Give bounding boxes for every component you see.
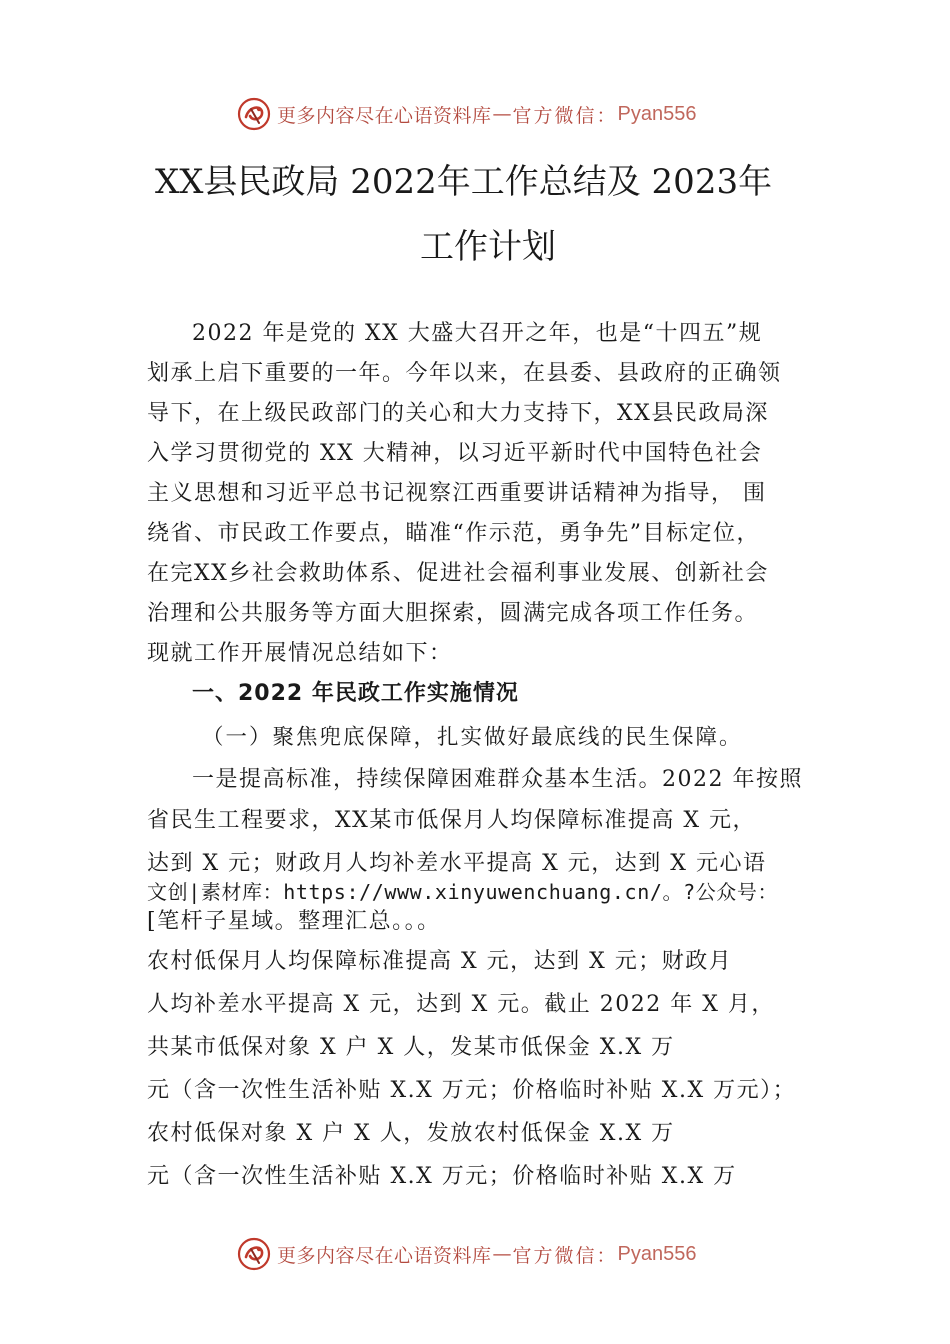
- header-banner[interactable]: [237, 96, 697, 132]
- red-swirl-logo-icon: [237, 97, 271, 131]
- paragraph-line: 现就工作开展情况总结如下：: [147, 641, 453, 666]
- document-title-line-2: 工作计划: [420, 227, 556, 267]
- paragraph-line: 农村低保月人均保障标准提高 X 元，达到 X 元；财政月: [147, 949, 733, 974]
- document-title-line-1: XX县民政局 2022年工作总结及 2023年: [155, 162, 773, 202]
- paragraph-line: 绕省、市民政工作要点，瞄准“作示范，勇争先”目标定位，: [147, 521, 760, 546]
- paragraph-line: 入学习贯彻党的 XX 大精神，以习近平新时代中国特色社会: [147, 441, 763, 466]
- footer-banner[interactable]: [237, 1236, 697, 1272]
- paragraph-line: 2022 年是党的 XX 大盛大召开之年，也是“十四五”规: [192, 321, 763, 346]
- paragraph-line: 元（含一次性生活补贴 X.X 万元；价格临时补贴 X.X 万: [147, 1164, 737, 1189]
- banner-wechat-id: Pyan556: [617, 1242, 697, 1265]
- paragraph-line: [笔杆子星域。整理汇总。。。: [147, 909, 441, 934]
- paragraph-line: 农村低保对象 X 户 X 人，发放农村低保金 X.X 万: [147, 1121, 675, 1146]
- paragraph-line: 共某市低保对象 X 户 X 人，发某市低保金 X.X 万: [147, 1035, 675, 1060]
- banner-text: 更多内容尽在心语资料库: [277, 104, 492, 127]
- paragraph-line: 文创|素材库：https://www.xinyuwenchuang.cn/。?公众号：: [147, 880, 779, 904]
- banner-dash: —: [492, 1243, 512, 1265]
- paragraph-line: 治理和公共服务等方面大胆探索，圆满完成各项工作任务。: [147, 601, 759, 626]
- paragraph-line: 主义思想和习近平总书记视察江西重要讲话精神为指导， 围: [147, 481, 767, 506]
- banner-dash: —: [492, 103, 512, 125]
- paragraph-line: 在完XX乡社会救助体系、促进社会福利事业发展、创新社会: [147, 561, 769, 586]
- paragraph-line: 导下，在上级民政部门的关心和大力支持下，XX县民政局深: [147, 401, 769, 426]
- red-swirl-logo-icon: [237, 1237, 271, 1271]
- paragraph-line: 划承上启下重要的一年。今年以来，在县委、县政府的正确领: [147, 361, 782, 386]
- banner-wechat-label: 官方微信：: [512, 1244, 618, 1267]
- paragraph-line: 省民生工程要求，XX某市低保月人均保障标准提高 X 元，: [147, 808, 756, 833]
- section-heading: 一、2022 年民政工作实施情况: [192, 681, 519, 706]
- banner-wechat-id: Pyan556: [617, 102, 697, 125]
- paragraph-line: 元（含一次性生活补贴 X.X 万元；价格临时补贴 X.X 万元）；: [147, 1078, 797, 1103]
- banner-wechat-label: 官方微信：: [512, 104, 618, 127]
- banner-text: 更多内容尽在心语资料库: [277, 1244, 492, 1267]
- paragraph-line: 一是提高标准，持续保障困难群众基本生活。2022 年按照: [192, 767, 803, 792]
- paragraph-line: 达到 X 元；财政月人均补差水平提高 X 元，达到 X 元心语: [147, 851, 767, 876]
- subsection-heading: （一）聚焦兜底保障，扎实做好最底线的民生保障。: [202, 725, 743, 750]
- paragraph-line: 人均补差水平提高 X 元，达到 X 元。截止 2022 年 X 月，: [147, 992, 775, 1017]
